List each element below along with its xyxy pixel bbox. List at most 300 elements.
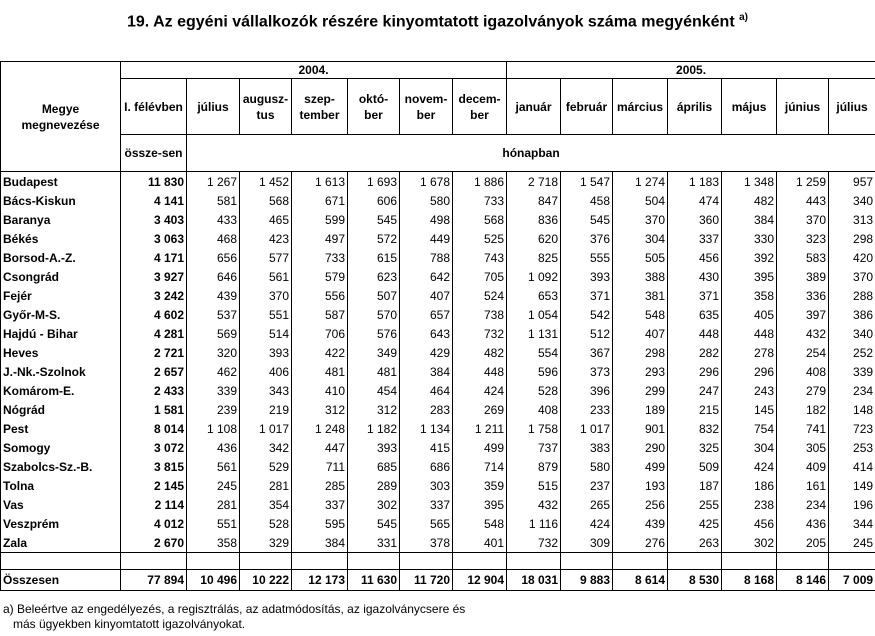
county-name: Veszprém xyxy=(1,514,121,533)
month-value-cell: 1 452 xyxy=(240,172,292,192)
first-half-total-cell: 3 063 xyxy=(121,229,187,248)
county-name: Szabolcs-Sz.-B. xyxy=(1,457,121,476)
month-value-cell: 620 xyxy=(507,229,561,248)
table-row xyxy=(1,419,875,438)
month-value-cell: 422 xyxy=(292,343,348,362)
month-value-cell: 256 xyxy=(613,495,668,514)
month-value-cell: 243 xyxy=(722,381,777,400)
month-value-cell: 370 xyxy=(240,286,292,305)
month-value-cell: 1 017 xyxy=(561,419,613,438)
spacer-cell xyxy=(561,553,613,570)
month-value-cell: 554 xyxy=(507,343,561,362)
month-value-cell: 278 xyxy=(722,343,777,362)
table-row xyxy=(1,362,875,381)
month-value-cell: 149 xyxy=(829,476,875,495)
county-name: Győr-M-S. xyxy=(1,305,121,324)
county-name: Vas xyxy=(1,495,121,514)
month-value-cell: 193 xyxy=(613,476,668,495)
table-row xyxy=(1,514,875,533)
county-name: Hajdú - Bihar xyxy=(1,324,121,343)
month-value-cell: 512 xyxy=(561,324,613,343)
month-value-cell: 545 xyxy=(348,210,400,229)
total-value-cell: 8 146 xyxy=(777,570,829,591)
month-value-cell: 339 xyxy=(829,362,875,381)
month-value-cell: 370 xyxy=(777,210,829,229)
first-half-total-cell: 4 602 xyxy=(121,305,187,324)
month-value-cell: 393 xyxy=(240,343,292,362)
month-value-cell: 957 xyxy=(829,172,875,192)
county-name: Tolna xyxy=(1,476,121,495)
month-header: decem-ber xyxy=(453,79,507,135)
month-value-cell: 415 xyxy=(400,438,453,457)
month-value-cell: 186 xyxy=(722,476,777,495)
month-value-cell: 414 xyxy=(829,457,875,476)
county-name: Csongrád xyxy=(1,267,121,286)
month-header: május xyxy=(722,79,777,135)
spacer-cell xyxy=(507,553,561,570)
month-value-cell: 507 xyxy=(348,286,400,305)
first-half-total-cell: 4 012 xyxy=(121,514,187,533)
month-value-cell: 1 348 xyxy=(722,172,777,192)
month-value-cell: 439 xyxy=(613,514,668,533)
month-value-cell: 551 xyxy=(187,514,240,533)
month-value-cell: 447 xyxy=(292,438,348,457)
month-header: június xyxy=(777,79,829,135)
month-value-cell: 2 718 xyxy=(507,172,561,192)
month-header: októ-ber xyxy=(348,79,400,135)
month-value-cell: 425 xyxy=(668,514,722,533)
month-value-cell: 245 xyxy=(829,533,875,553)
month-value-cell: 656 xyxy=(187,248,240,267)
county-name: Fejér xyxy=(1,286,121,305)
month-value-cell: 449 xyxy=(400,229,453,248)
month-header: novem-ber xyxy=(400,79,453,135)
spacer-cell xyxy=(613,553,668,570)
month-value-cell: 407 xyxy=(400,286,453,305)
month-value-cell: 832 xyxy=(668,419,722,438)
month-value-cell: 482 xyxy=(453,343,507,362)
month-value-cell: 711 xyxy=(292,457,348,476)
first-half-total-cell: 2 721 xyxy=(121,343,187,362)
month-value-cell: 432 xyxy=(507,495,561,514)
month-value-cell: 247 xyxy=(668,381,722,400)
first-half-total-cell: 3 927 xyxy=(121,267,187,286)
month-value-cell: 504 xyxy=(613,191,668,210)
month-value-cell: 358 xyxy=(722,286,777,305)
month-value-cell: 714 xyxy=(453,457,507,476)
county-name: Somogy xyxy=(1,438,121,457)
month-value-cell: 299 xyxy=(613,381,668,400)
month-value-cell: 579 xyxy=(292,267,348,286)
month-value-cell: 606 xyxy=(348,191,400,210)
month-value-cell: 1 547 xyxy=(561,172,613,192)
month-value-cell: 448 xyxy=(453,362,507,381)
spacer-cell xyxy=(1,553,121,570)
table-row xyxy=(1,343,875,362)
month-value-cell: 458 xyxy=(561,191,613,210)
county-name: Komárom-E. xyxy=(1,381,121,400)
table-row xyxy=(1,248,875,267)
month-value-cell: 313 xyxy=(829,210,875,229)
month-value-cell: 293 xyxy=(613,362,668,381)
month-value-cell: 1 267 xyxy=(187,172,240,192)
unit-subheader: hónapban xyxy=(187,135,875,172)
total-subheader: össze-sen xyxy=(121,135,187,172)
month-value-cell: 643 xyxy=(400,324,453,343)
month-value-cell: 515 xyxy=(507,476,561,495)
first-half-header: I. félévben xyxy=(121,79,187,135)
month-value-cell: 433 xyxy=(187,210,240,229)
month-value-cell: 429 xyxy=(400,343,453,362)
month-value-cell: 359 xyxy=(453,476,507,495)
month-value-cell: 288 xyxy=(829,286,875,305)
county-name: Zala xyxy=(1,533,121,553)
month-value-cell: 1 886 xyxy=(453,172,507,192)
month-value-cell: 408 xyxy=(507,400,561,419)
month-value-cell: 743 xyxy=(453,248,507,267)
month-value-cell: 276 xyxy=(613,533,668,553)
month-value-cell: 189 xyxy=(613,400,668,419)
month-value-cell: 296 xyxy=(722,362,777,381)
first-half-total-cell: 3 815 xyxy=(121,457,187,476)
month-header: január xyxy=(507,79,561,135)
total-value-cell: 10 222 xyxy=(240,570,292,591)
month-value-cell: 239 xyxy=(187,400,240,419)
month-value-cell: 570 xyxy=(348,305,400,324)
first-half-total-cell: 3 072 xyxy=(121,438,187,457)
month-value-cell: 548 xyxy=(613,305,668,324)
month-value-cell: 528 xyxy=(507,381,561,400)
total-value-cell: 11 720 xyxy=(400,570,453,591)
month-value-cell: 545 xyxy=(348,514,400,533)
month-value-cell: 269 xyxy=(453,400,507,419)
month-value-cell: 281 xyxy=(240,476,292,495)
first-half-total-cell: 3 403 xyxy=(121,210,187,229)
table-row xyxy=(1,400,875,419)
county-name: Baranya xyxy=(1,210,121,229)
month-value-cell: 320 xyxy=(187,343,240,362)
month-value-cell: 381 xyxy=(613,286,668,305)
month-header: február xyxy=(561,79,613,135)
month-value-cell: 671 xyxy=(292,191,348,210)
month-value-cell: 371 xyxy=(561,286,613,305)
month-header: augusz-tus xyxy=(240,79,292,135)
footnote-line-2: más ügyekben kinyomtatott igazolványokat. xyxy=(13,617,246,631)
total-value-cell: 8 168 xyxy=(722,570,777,591)
table-row xyxy=(1,381,875,400)
month-value-cell: 325 xyxy=(668,438,722,457)
month-value-cell: 329 xyxy=(240,533,292,553)
month-value-cell: 395 xyxy=(722,267,777,286)
month-value-cell: 367 xyxy=(561,343,613,362)
spacer-cell xyxy=(292,553,348,570)
county-name: Pest xyxy=(1,419,121,438)
spacer-cell xyxy=(121,553,187,570)
month-value-cell: 305 xyxy=(777,438,829,457)
title-footnote-mark: a) xyxy=(739,12,748,23)
total-row xyxy=(1,570,875,591)
month-value-cell: 568 xyxy=(453,210,507,229)
month-value-cell: 615 xyxy=(348,248,400,267)
month-value-cell: 509 xyxy=(668,457,722,476)
month-value-cell: 289 xyxy=(348,476,400,495)
spacer-row xyxy=(1,553,875,570)
month-value-cell: 344 xyxy=(829,514,875,533)
month-value-cell: 686 xyxy=(400,457,453,476)
month-value-cell: 384 xyxy=(292,533,348,553)
month-value-cell: 561 xyxy=(240,267,292,286)
month-value-cell: 281 xyxy=(187,495,240,514)
month-value-cell: 187 xyxy=(668,476,722,495)
county-name: Budapest xyxy=(1,172,121,192)
month-value-cell: 383 xyxy=(561,438,613,457)
spacer-cell xyxy=(829,553,875,570)
total-value-cell: 9 883 xyxy=(561,570,613,591)
month-value-cell: 635 xyxy=(668,305,722,324)
month-value-cell: 407 xyxy=(613,324,668,343)
month-value-cell: 1 274 xyxy=(613,172,668,192)
month-value-cell: 424 xyxy=(722,457,777,476)
month-value-cell: 373 xyxy=(561,362,613,381)
month-value-cell: 498 xyxy=(400,210,453,229)
month-value-cell: 323 xyxy=(777,229,829,248)
month-value-cell: 339 xyxy=(187,381,240,400)
table-row xyxy=(1,495,875,514)
month-value-cell: 386 xyxy=(829,305,875,324)
county-name: Bács-Kiskun xyxy=(1,191,121,210)
month-value-cell: 443 xyxy=(777,191,829,210)
year-2005-header: 2005. xyxy=(507,62,875,79)
month-value-cell: 336 xyxy=(777,286,829,305)
month-value-cell: 576 xyxy=(348,324,400,343)
month-value-cell: 569 xyxy=(187,324,240,343)
month-value-cell: 436 xyxy=(777,514,829,533)
month-value-cell: 733 xyxy=(453,191,507,210)
spacer-cell xyxy=(453,553,507,570)
total-value-cell: 11 630 xyxy=(348,570,400,591)
month-value-cell: 587 xyxy=(292,305,348,324)
month-value-cell: 312 xyxy=(292,400,348,419)
title-text: 19. Az egyéni vállalkozók részére kinyomtatott igazolványok száma megyénként xyxy=(127,13,735,31)
month-value-cell: 196 xyxy=(829,495,875,514)
county-name: Nógrád xyxy=(1,400,121,419)
month-value-cell: 454 xyxy=(348,381,400,400)
month-value-cell: 482 xyxy=(722,191,777,210)
month-value-cell: 420 xyxy=(829,248,875,267)
month-value-cell: 596 xyxy=(507,362,561,381)
month-value-cell: 901 xyxy=(613,419,668,438)
month-value-cell: 1 131 xyxy=(507,324,561,343)
data-table xyxy=(0,61,875,591)
month-value-cell: 360 xyxy=(668,210,722,229)
month-value-cell: 448 xyxy=(722,324,777,343)
table-row xyxy=(1,324,875,343)
year-2004-header: 2004. xyxy=(121,62,507,79)
month-value-cell: 337 xyxy=(292,495,348,514)
month-value-cell: 397 xyxy=(777,305,829,324)
spacer-cell xyxy=(187,553,240,570)
month-value-cell: 537 xyxy=(187,305,240,324)
month-value-cell: 424 xyxy=(453,381,507,400)
month-value-cell: 303 xyxy=(400,476,453,495)
spacer-cell xyxy=(722,553,777,570)
month-value-cell: 304 xyxy=(722,438,777,457)
month-value-cell: 499 xyxy=(453,438,507,457)
table-row xyxy=(1,438,875,457)
total-value-cell: 18 031 xyxy=(507,570,561,591)
month-value-cell: 423 xyxy=(240,229,292,248)
month-value-cell: 408 xyxy=(777,362,829,381)
month-header: április xyxy=(668,79,722,135)
month-value-cell: 405 xyxy=(722,305,777,324)
month-value-cell: 580 xyxy=(400,191,453,210)
month-value-cell: 468 xyxy=(187,229,240,248)
table-title xyxy=(0,12,875,31)
month-value-cell: 657 xyxy=(400,305,453,324)
month-value-cell: 524 xyxy=(453,286,507,305)
first-half-total-cell: 2 433 xyxy=(121,381,187,400)
month-value-cell: 646 xyxy=(187,267,240,286)
month-value-cell: 410 xyxy=(292,381,348,400)
month-value-cell: 436 xyxy=(187,438,240,457)
month-value-cell: 1 693 xyxy=(348,172,400,192)
spacer-cell xyxy=(348,553,400,570)
month-value-cell: 401 xyxy=(453,533,507,553)
month-value-cell: 1 758 xyxy=(507,419,561,438)
month-value-cell: 439 xyxy=(187,286,240,305)
county-name: Békés xyxy=(1,229,121,248)
month-value-cell: 296 xyxy=(668,362,722,381)
month-value-cell: 464 xyxy=(400,381,453,400)
table-row xyxy=(1,533,875,553)
month-value-cell: 182 xyxy=(777,400,829,419)
first-half-total-cell: 11 830 xyxy=(121,172,187,192)
month-value-cell: 370 xyxy=(829,267,875,286)
spacer-cell xyxy=(240,553,292,570)
month-value-cell: 462 xyxy=(187,362,240,381)
first-half-total-cell: 3 242 xyxy=(121,286,187,305)
month-value-cell: 279 xyxy=(777,381,829,400)
month-value-cell: 285 xyxy=(292,476,348,495)
month-value-cell: 551 xyxy=(240,305,292,324)
month-value-cell: 302 xyxy=(722,533,777,553)
month-value-cell: 337 xyxy=(668,229,722,248)
table-row xyxy=(1,305,875,324)
month-value-cell: 349 xyxy=(348,343,400,362)
month-header: július xyxy=(187,79,240,135)
month-value-cell: 384 xyxy=(400,362,453,381)
month-value-cell: 1 613 xyxy=(292,172,348,192)
month-value-cell: 304 xyxy=(613,229,668,248)
month-value-cell: 388 xyxy=(613,267,668,286)
month-value-cell: 376 xyxy=(561,229,613,248)
month-value-cell: 737 xyxy=(507,438,561,457)
month-value-cell: 265 xyxy=(561,495,613,514)
month-value-cell: 396 xyxy=(561,381,613,400)
month-value-cell: 548 xyxy=(453,514,507,533)
month-value-cell: 393 xyxy=(561,267,613,286)
table-row xyxy=(1,210,875,229)
first-half-total-cell: 4 171 xyxy=(121,248,187,267)
month-value-cell: 298 xyxy=(613,343,668,362)
month-value-cell: 623 xyxy=(348,267,400,286)
month-value-cell: 370 xyxy=(613,210,668,229)
month-value-cell: 392 xyxy=(722,248,777,267)
month-value-cell: 205 xyxy=(777,533,829,553)
first-half-total-cell: 4 141 xyxy=(121,191,187,210)
month-value-cell: 723 xyxy=(829,419,875,438)
total-value-cell: 10 496 xyxy=(187,570,240,591)
month-value-cell: 642 xyxy=(400,267,453,286)
month-value-cell: 1 211 xyxy=(453,419,507,438)
month-value-cell: 705 xyxy=(453,267,507,286)
month-value-cell: 1 182 xyxy=(348,419,400,438)
month-value-cell: 556 xyxy=(292,286,348,305)
month-value-cell: 542 xyxy=(561,305,613,324)
month-value-cell: 505 xyxy=(613,248,668,267)
month-value-cell: 263 xyxy=(668,533,722,553)
spacer-cell xyxy=(777,553,829,570)
month-value-cell: 255 xyxy=(668,495,722,514)
table-row xyxy=(1,172,875,192)
month-value-cell: 245 xyxy=(187,476,240,495)
table-row xyxy=(1,476,875,495)
month-value-cell: 253 xyxy=(829,438,875,457)
month-value-cell: 499 xyxy=(613,457,668,476)
month-value-cell: 424 xyxy=(561,514,613,533)
first-half-total-cell: 2 657 xyxy=(121,362,187,381)
spacer-cell xyxy=(668,553,722,570)
month-value-cell: 580 xyxy=(561,457,613,476)
month-value-cell: 234 xyxy=(829,381,875,400)
footnote xyxy=(3,602,465,632)
table-row xyxy=(1,286,875,305)
month-value-cell: 215 xyxy=(668,400,722,419)
month-value-cell: 432 xyxy=(777,324,829,343)
month-value-cell: 732 xyxy=(453,324,507,343)
month-value-cell: 514 xyxy=(240,324,292,343)
total-value-cell: 8 614 xyxy=(613,570,668,591)
month-value-cell: 337 xyxy=(400,495,453,514)
month-value-cell: 298 xyxy=(829,229,875,248)
month-value-cell: 1 116 xyxy=(507,514,561,533)
total-value-cell: 8 530 xyxy=(668,570,722,591)
month-value-cell: 430 xyxy=(668,267,722,286)
month-value-cell: 847 xyxy=(507,191,561,210)
month-value-cell: 1 134 xyxy=(400,419,453,438)
month-value-cell: 283 xyxy=(400,400,453,419)
table-row xyxy=(1,457,875,476)
month-value-cell: 254 xyxy=(777,343,829,362)
total-value-cell: 7 009 xyxy=(829,570,875,591)
month-value-cell: 1 183 xyxy=(668,172,722,192)
month-value-cell: 595 xyxy=(292,514,348,533)
month-value-cell: 234 xyxy=(777,495,829,514)
month-value-cell: 555 xyxy=(561,248,613,267)
total-value-cell: 12 173 xyxy=(292,570,348,591)
month-header: március xyxy=(613,79,668,135)
county-column-header: Megye megnevezése xyxy=(1,62,121,172)
first-half-total-cell: 2 670 xyxy=(121,533,187,553)
month-value-cell: 395 xyxy=(453,495,507,514)
month-value-cell: 252 xyxy=(829,343,875,362)
month-value-cell: 653 xyxy=(507,286,561,305)
month-value-cell: 389 xyxy=(777,267,829,286)
month-value-cell: 233 xyxy=(561,400,613,419)
first-half-total-cell: 4 281 xyxy=(121,324,187,343)
month-value-cell: 497 xyxy=(292,229,348,248)
month-value-cell: 448 xyxy=(668,324,722,343)
